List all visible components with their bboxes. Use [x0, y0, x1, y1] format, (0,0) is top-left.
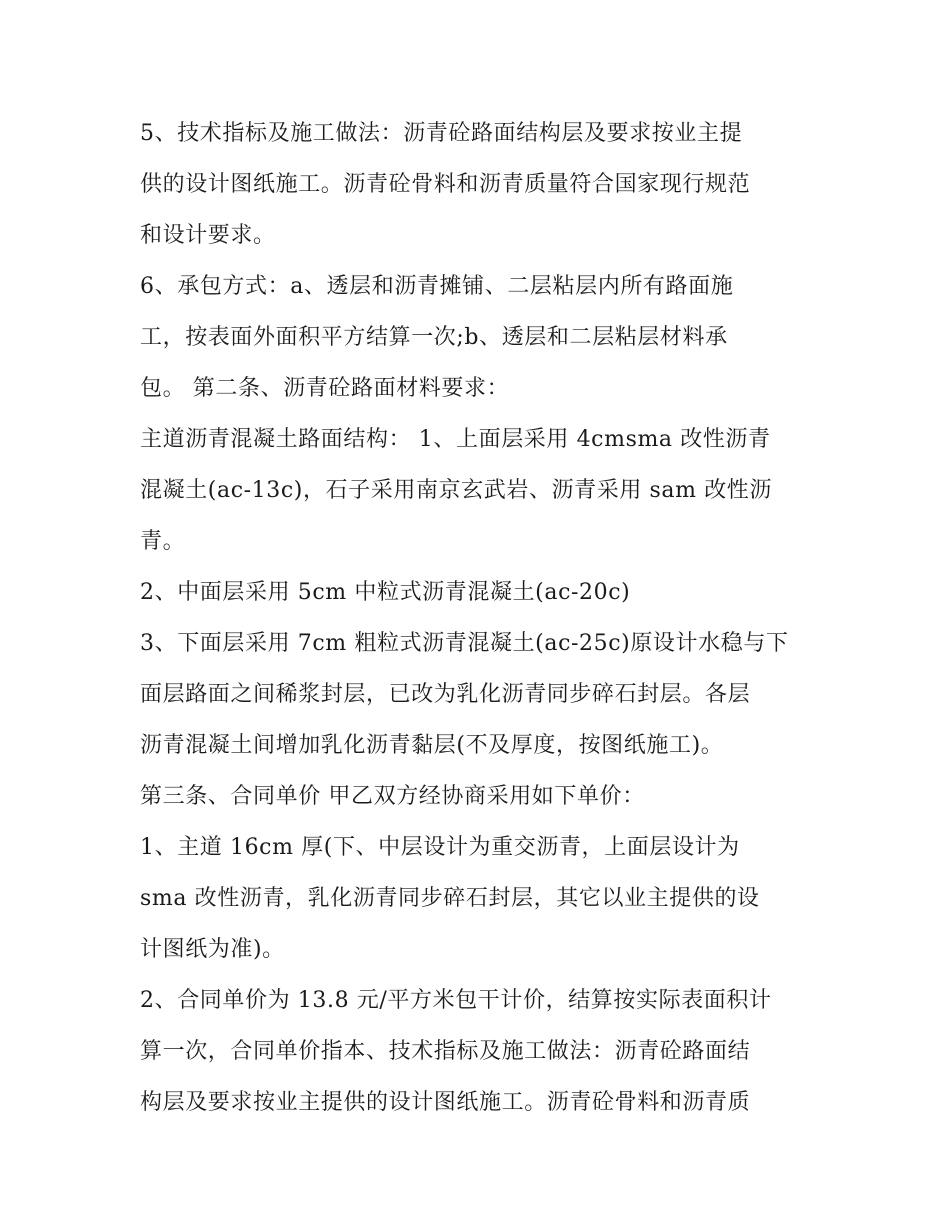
- text-line: 计图纸为准)。: [140, 937, 285, 962]
- text-line: 供的设计图纸施工。沥青砼骨料和沥青质量符合国家现行规范: [140, 172, 751, 197]
- text-line: 和设计要求。: [140, 223, 276, 248]
- text-line: 主道沥青混凝土路面结构： 1、上面层采用 4cmsma 改性沥青: [140, 427, 771, 452]
- text-line: 5、技术指标及施工做法：沥青砼路面结构层及要求按业主提: [140, 121, 743, 146]
- text-line: 工，按表面外面积平方结算一次;b、透层和二层粘层材料承: [140, 325, 728, 350]
- document-body: [140, 108, 820, 1128]
- text-line: 2、中面层采用 5cm 中粒式沥青混凝土(ac-20c): [140, 580, 631, 605]
- text-line: 沥青混凝土间增加乳化沥青黏层(不及厚度，按图纸施工)。: [140, 733, 724, 758]
- text-line: 3、下面层采用 7cm 粗粒式沥青混凝土(ac-25c)原设计水稳与下: [140, 631, 789, 656]
- text-line: 青。: [140, 529, 186, 554]
- text-line: 2、合同单价为 13.8 元/平方米包干计价，结算按实际表面积计: [140, 988, 772, 1013]
- text-line: 第三条、合同单价 甲乙双方经协商采用如下单价：: [140, 784, 645, 809]
- text-line: 算一次，合同单价指本、技术指标及施工做法：沥青砼路面结: [140, 1039, 751, 1064]
- text-line: 构层及要求按业主提供的设计图纸施工。沥青砼骨料和沥青质: [140, 1090, 751, 1115]
- text-line: 6、承包方式：a、透层和沥青摊铺、二层粘层内所有路面施: [140, 274, 734, 299]
- text-line: 包。 第二条、沥青砼路面材料要求：: [140, 376, 510, 401]
- text-line: 1、主道 16cm 厚(下、中层设计为重交沥青，上面层设计为: [140, 835, 740, 860]
- text-line: sma 改性沥青，乳化沥青同步碎石封层，其它以业主提供的设: [140, 886, 760, 911]
- text-line: 混凝土(ac-13c)，石子采用南京玄武岩、沥青采用 sam 改性沥: [140, 478, 773, 503]
- text-line: 面层路面之间稀浆封层，已改为乳化沥青同步碎石封层。各层: [140, 682, 751, 707]
